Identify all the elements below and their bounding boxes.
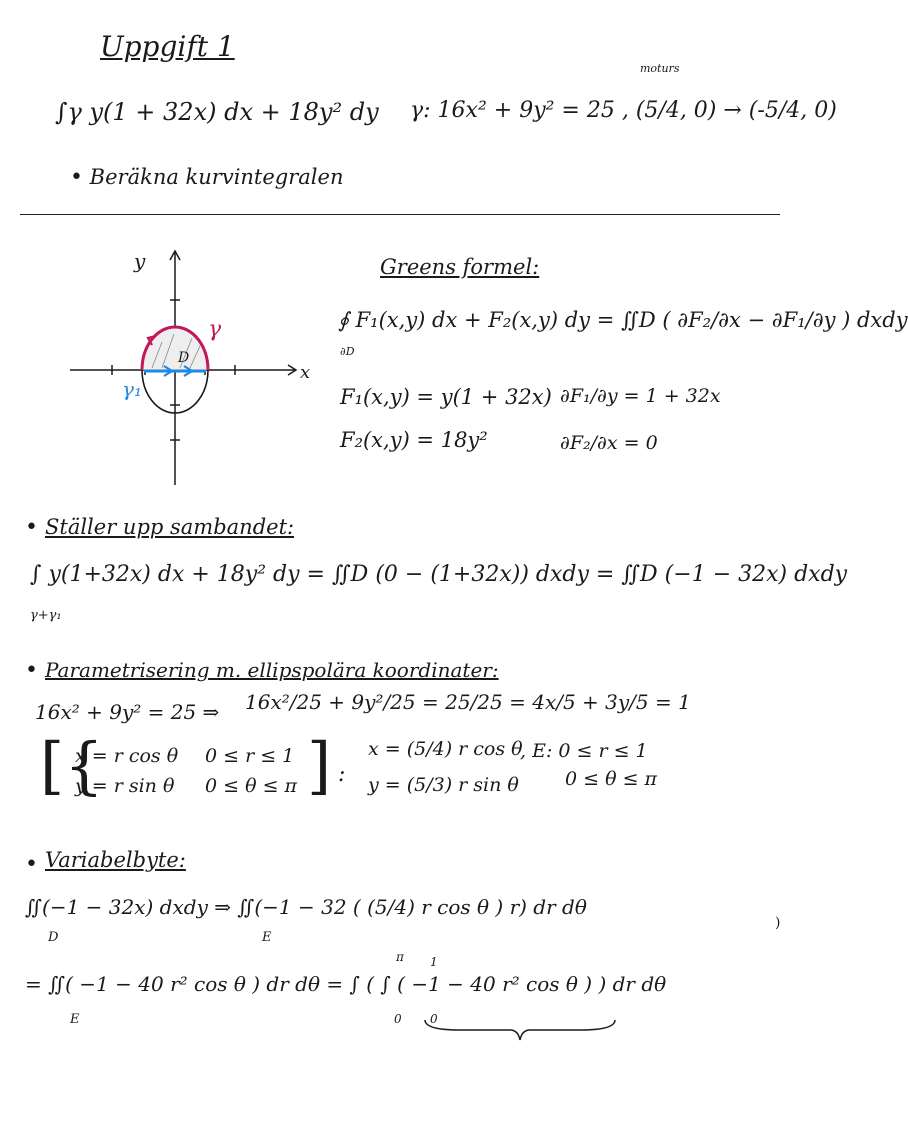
greens-formula-sub: ∂D — [340, 345, 355, 358]
underbrace — [420, 1015, 620, 1045]
y-label: y — [134, 249, 146, 273]
var-line1-subD: D — [48, 930, 59, 945]
ellipse-graph — [60, 240, 320, 490]
region-E-theta: 0 ≤ θ ≤ π — [565, 768, 658, 790]
greens-formula: ∮ F₁(x,y) dx + F₂(x,y) dy = ∬D ( ∂F₂/∂x − ∂F₁/∂y ) dxdy — [338, 308, 908, 332]
outer-upper-limit: π — [396, 950, 404, 964]
task-bullet: • — [70, 165, 83, 190]
system-x: x = r cos θ — [75, 745, 179, 767]
F1-derivative: ∂F₁/∂y = 1 + 32x — [560, 385, 721, 407]
system-y: y = r sin θ — [75, 775, 175, 797]
problem-integral: ∫γ y(1 + 32x) dx + 18y² dy — [55, 98, 379, 126]
param-eq1b: 16x²/25 + 9y²/25 = 25/25 = 4x/5 + 3y/5 = 1 — [245, 690, 691, 714]
inner-upper-limit: 1 — [430, 955, 438, 969]
F2-derivative: ∂F₂/∂x = 0 — [560, 432, 658, 454]
section-divider — [20, 214, 780, 215]
var-line2: = ∬( −1 − 40 r² cos θ ) dr dθ = ∫ ( ∫ ( −1 − 40 r² cos θ ) ) dr dθ — [25, 972, 667, 996]
gamma1-label: γ₁ — [122, 377, 142, 401]
system-theta-range: 0 ≤ θ ≤ π — [205, 775, 298, 797]
region-E-r: , E: 0 ≤ r ≤ 1 — [520, 740, 648, 762]
var-line1-subE: E — [262, 930, 272, 945]
problem-curve: γ: 16x² + 9y² = 25 , (5/4, 0) → (-5/4, 0) — [410, 98, 837, 123]
greens-heading: Greens formel: — [380, 255, 540, 279]
param-eq1: 16x² + 9y² = 25 ⇒ — [35, 700, 220, 724]
page-title: Uppgift 1 — [100, 30, 235, 63]
F2-definition: F₂(x,y) = 18y² — [340, 428, 488, 452]
inner-lower-limit: 0 — [430, 1012, 438, 1026]
setup-sub: γ+γ₁ — [30, 608, 62, 623]
gamma-label: γ — [208, 317, 222, 342]
outer-lower-limit: 0 — [394, 1012, 402, 1026]
task-line — [70, 165, 343, 190]
ellipse-x: x = (5/4) r cos θ — [368, 738, 523, 760]
system-bracket-close: ] — [307, 729, 332, 802]
var-line1: ∬(−1 − 32x) dxdy ⇒ ∬(−1 − 32 ( (5/4) r cos θ ) r) dr dθ — [25, 895, 587, 919]
task-text: Beräkna kurvintegralen — [89, 165, 344, 189]
margin-mark: ) — [775, 915, 781, 931]
param-heading: Parametrisering m. ellipspolära koordinater: — [45, 658, 499, 682]
shaded-region-D — [142, 327, 208, 370]
system-r-range: 0 ≤ r ≤ 1 — [205, 745, 295, 767]
system-colon: : — [338, 762, 346, 787]
region-label: D — [178, 350, 190, 366]
direction-note: moturs — [640, 62, 680, 75]
setup-equation: ∫ y(1+32x) dx + 18y² dy = ∬D (0 − (1+32x)) dxdy = ∬D (−1 − 32x) dxdy — [30, 562, 848, 587]
F1-definition: F₁(x,y) = y(1 + 32x) — [340, 385, 552, 409]
var-bullet: • — [25, 852, 38, 877]
param-bullet: • — [25, 658, 38, 683]
setup-heading: Ställer upp sambandet: — [45, 515, 295, 539]
system-bracket-open: [{ — [40, 729, 104, 802]
x-label: x — [300, 362, 311, 383]
setup-bullet: • — [25, 515, 38, 540]
var-line2-subE: E — [70, 1012, 80, 1027]
ellipse-y: y = (5/3) r sin θ — [368, 774, 519, 796]
var-heading: Variabelbyte: — [45, 848, 186, 872]
